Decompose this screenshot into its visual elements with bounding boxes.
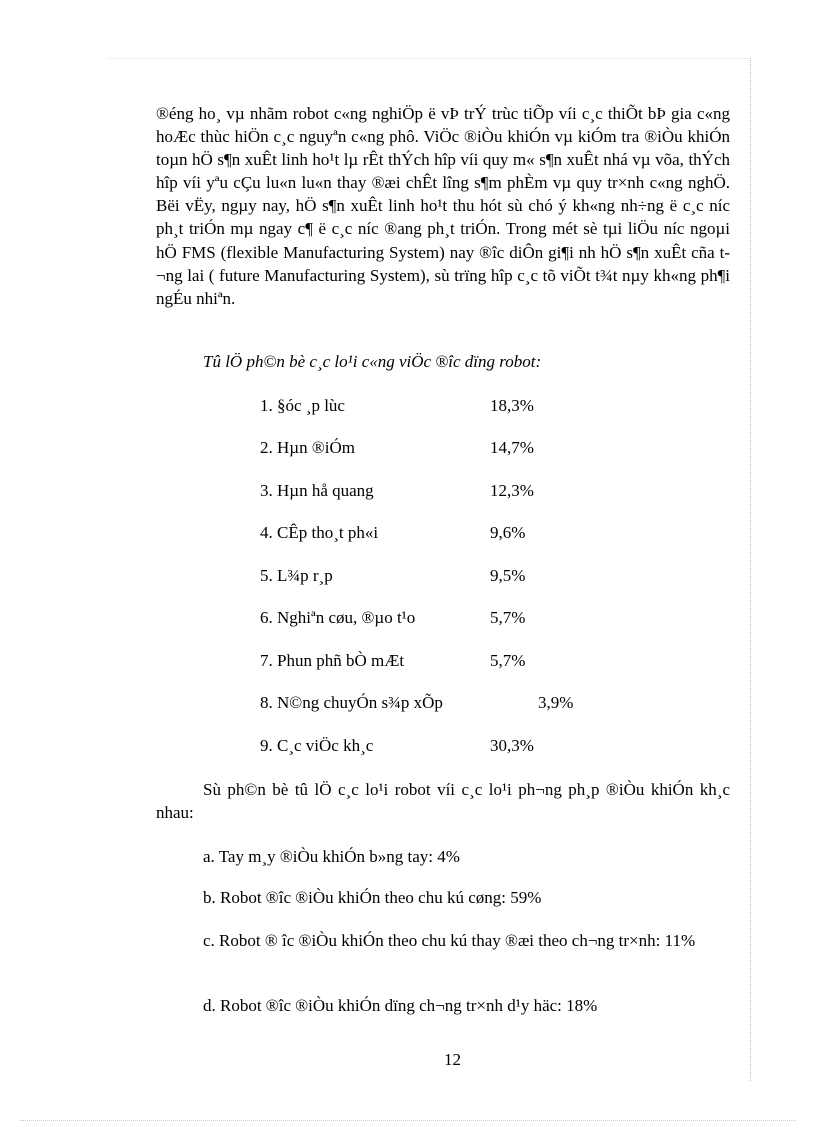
stats-row-value: 5,7% (490, 608, 526, 627)
stats-row-value: 18,3% (490, 396, 534, 415)
stats-row-label: 2. Hµn ®iÓm (260, 438, 355, 457)
stats-row-value: 9,5% (490, 566, 526, 585)
control-item: c. Robot ® îc ®iÒu khiÓn theo chu kú thay ®æi theo ch¬ng tr×nh: 11% (203, 931, 696, 950)
stats-row-value: 12,3% (490, 481, 534, 500)
stats-row-label: 3. Hµn hå quang (260, 481, 374, 500)
stats-row-label: 7. Phun phñ bÒ mÆt (260, 651, 405, 670)
stats-row-label: 5. L¾p r¸p (260, 566, 333, 585)
stats-row-value: 30,3% (490, 736, 534, 755)
control-item: b. Robot ®îc ®iÒu khiÓn theo chu kú cøng: 59% (203, 888, 542, 907)
stats-row-value: 3,9% (538, 693, 574, 712)
intro-paragraph: ®éng ho¸ vµ nhãm robot c«ng nghiÖp ë vÞ trÝ trùc tiÕp víi c¸c thiÕt bÞ gia c«ng hoÆc thùc hiÖn c¸c nguyªn c«ng phô. ViÖc ®iÒu khiÓn vµ kiÓm tra ®iÒu khiÓn toµn hÖ s¶n xuÊt linh ho¹t lµ rÊt thÝch hîp víi quy m« s¶n xuÊt nhá vµ võa, thÝch hîp víi yªu cÇu lu«n lu«n thay ®æi chÊt lîng s¶m phÈm vµ quy tr×nh c«ng nghÖ. Bëi vËy, ngµy nay, hÖ s¶n xuÊt linh ho¹t thu hót sù chó ý kh«ng nh÷ng ë c¸c níc ph¸t triÓn mµ ngay c¶ ë c¸c níc ®ang ph¸t triÓn. Trong mét sè tµi liÖu níc ngoµi hÖ FMS (flexible Manufacturing System) nay ®îc diÔn gi¶i nh hÖ s¶n xuÊt cña t¬ng lai ( future Manufacturing System), sù trïng hîp c¸c tõ viÕt t¾t nµy kh«ng ph¶i ngÉu nhiªn. (156, 104, 730, 308)
control-intro-paragraph: Sù ph©n bè tû lÖ c¸c lo¹i robot víi c¸c lo¹i ph¬ng ph¸p ®iÒu khiÓn kh¸c nhau: (156, 780, 730, 822)
stats-row-label: 9. C¸c viÖc kh¸c (260, 736, 374, 755)
control-item: a. Tay m¸y ®iÒu khiÓn b»ng tay: 4% (203, 847, 460, 866)
stats-row-value: 5,7% (490, 651, 526, 670)
control-item: d. Robot ®îc ®iÒu khiÓn dïng ch¬ng tr×nh d¹y häc: 18% (203, 996, 598, 1015)
stats-row-value: 9,6% (490, 523, 526, 542)
stats-row-label: 1. §óc ¸p lùc (260, 396, 345, 415)
stats-row-label: 6. Nghiªn cøu, ®µo t¹o (260, 608, 416, 627)
page-number: 12 (444, 1050, 461, 1069)
stats-caption: Tû lÖ ph©n bè c¸c lo¹i c«ng viÖc ®îc dïng robot: (203, 352, 542, 371)
stats-row-value: 14,7% (490, 438, 534, 457)
stats-row-label: 8. N©ng chuyÓn s¾p xÕp (260, 693, 443, 712)
stats-row-label: 4. CÊp tho¸t ph«i (260, 523, 379, 542)
page-footer-rule (20, 1120, 796, 1121)
